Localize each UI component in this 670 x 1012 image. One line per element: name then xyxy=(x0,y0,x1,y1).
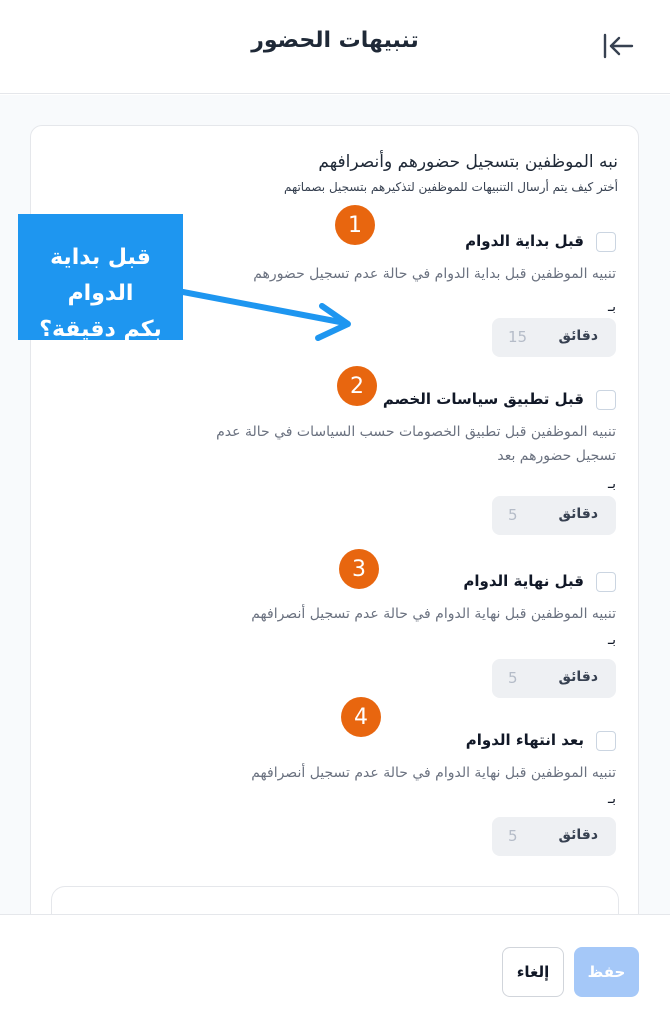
checkbox-before-shift-end[interactable] xyxy=(596,572,616,592)
card-title: نبه الموظفين بتسجيل حضورهم وأنصرافهم xyxy=(318,152,618,172)
minutes-unit: دقائق xyxy=(558,328,598,344)
page-title: تنبيهات الحضور xyxy=(251,28,419,53)
step-badge: 4 xyxy=(341,697,381,737)
minutes-value: 5 xyxy=(508,669,518,687)
card-subtitle: أختر كيف يتم أرسال التنبيهات للموظفين لتذكيرهم بتسجيل بصماتهم xyxy=(283,180,618,194)
callout-line-1: قبل بداية الدوام xyxy=(50,245,151,306)
minutes-input[interactable] xyxy=(492,318,616,357)
callout-line-2: بكم دقيقة؟ xyxy=(39,317,162,342)
page-footer xyxy=(0,914,670,1012)
minutes-unit: دقائق xyxy=(558,506,598,522)
minutes-input[interactable] xyxy=(492,496,616,535)
minutes-value: 5 xyxy=(508,827,518,845)
step-badge: 2 xyxy=(337,366,377,406)
option-label: قبل بداية الدوام xyxy=(465,232,584,250)
cancel-button[interactable]: إلغاء xyxy=(502,947,564,997)
step-badge: 1 xyxy=(335,205,375,245)
option-description: تنبيه الموظفين قبل بداية الدوام في حالة عدم تسجيل حضورهم xyxy=(253,266,616,282)
checkbox-after-shift-end[interactable] xyxy=(596,731,616,751)
arrow-left-to-line-icon xyxy=(601,32,635,60)
checkbox-before-shift-start[interactable] xyxy=(596,232,616,252)
option-label: قبل تطبيق سياسات الخصم xyxy=(382,390,584,408)
minutes-input[interactable] xyxy=(492,817,616,856)
option-description: تنبيه الموظفين قبل نهاية الدوام في حالة عدم تسجيل أنصرافهم xyxy=(251,765,616,781)
next-section-card xyxy=(51,886,619,914)
annotation-callout xyxy=(18,214,183,340)
checkbox-before-deduction[interactable] xyxy=(596,390,616,410)
by-label: بـ xyxy=(608,476,616,492)
option-description: تنبيه الموظفين قبل نهاية الدوام في حالة عدم تسجيل أنصرافهم xyxy=(251,606,616,622)
minutes-value: 15 xyxy=(508,328,528,346)
save-button[interactable]: حفظ xyxy=(574,947,639,997)
back-button[interactable] xyxy=(600,28,636,64)
option-description: تنبيه الموظفين قبل تطبيق الخصومات حسب السياسات في حالة عدم تسجيل حضورهم بعد xyxy=(216,424,616,464)
option-label: بعد انتهاء الدوام xyxy=(465,731,584,749)
minutes-unit: دقائق xyxy=(558,827,598,843)
by-label: بـ xyxy=(608,791,616,807)
minutes-unit: دقائق xyxy=(558,669,598,685)
minutes-value: 5 xyxy=(508,506,518,524)
step-badge: 3 xyxy=(339,549,379,589)
by-label: بـ xyxy=(608,632,616,648)
minutes-input[interactable] xyxy=(492,659,616,698)
by-label: بـ xyxy=(608,299,616,315)
option-label: قبل نهاية الدوام xyxy=(463,572,584,590)
page-header xyxy=(0,0,670,94)
